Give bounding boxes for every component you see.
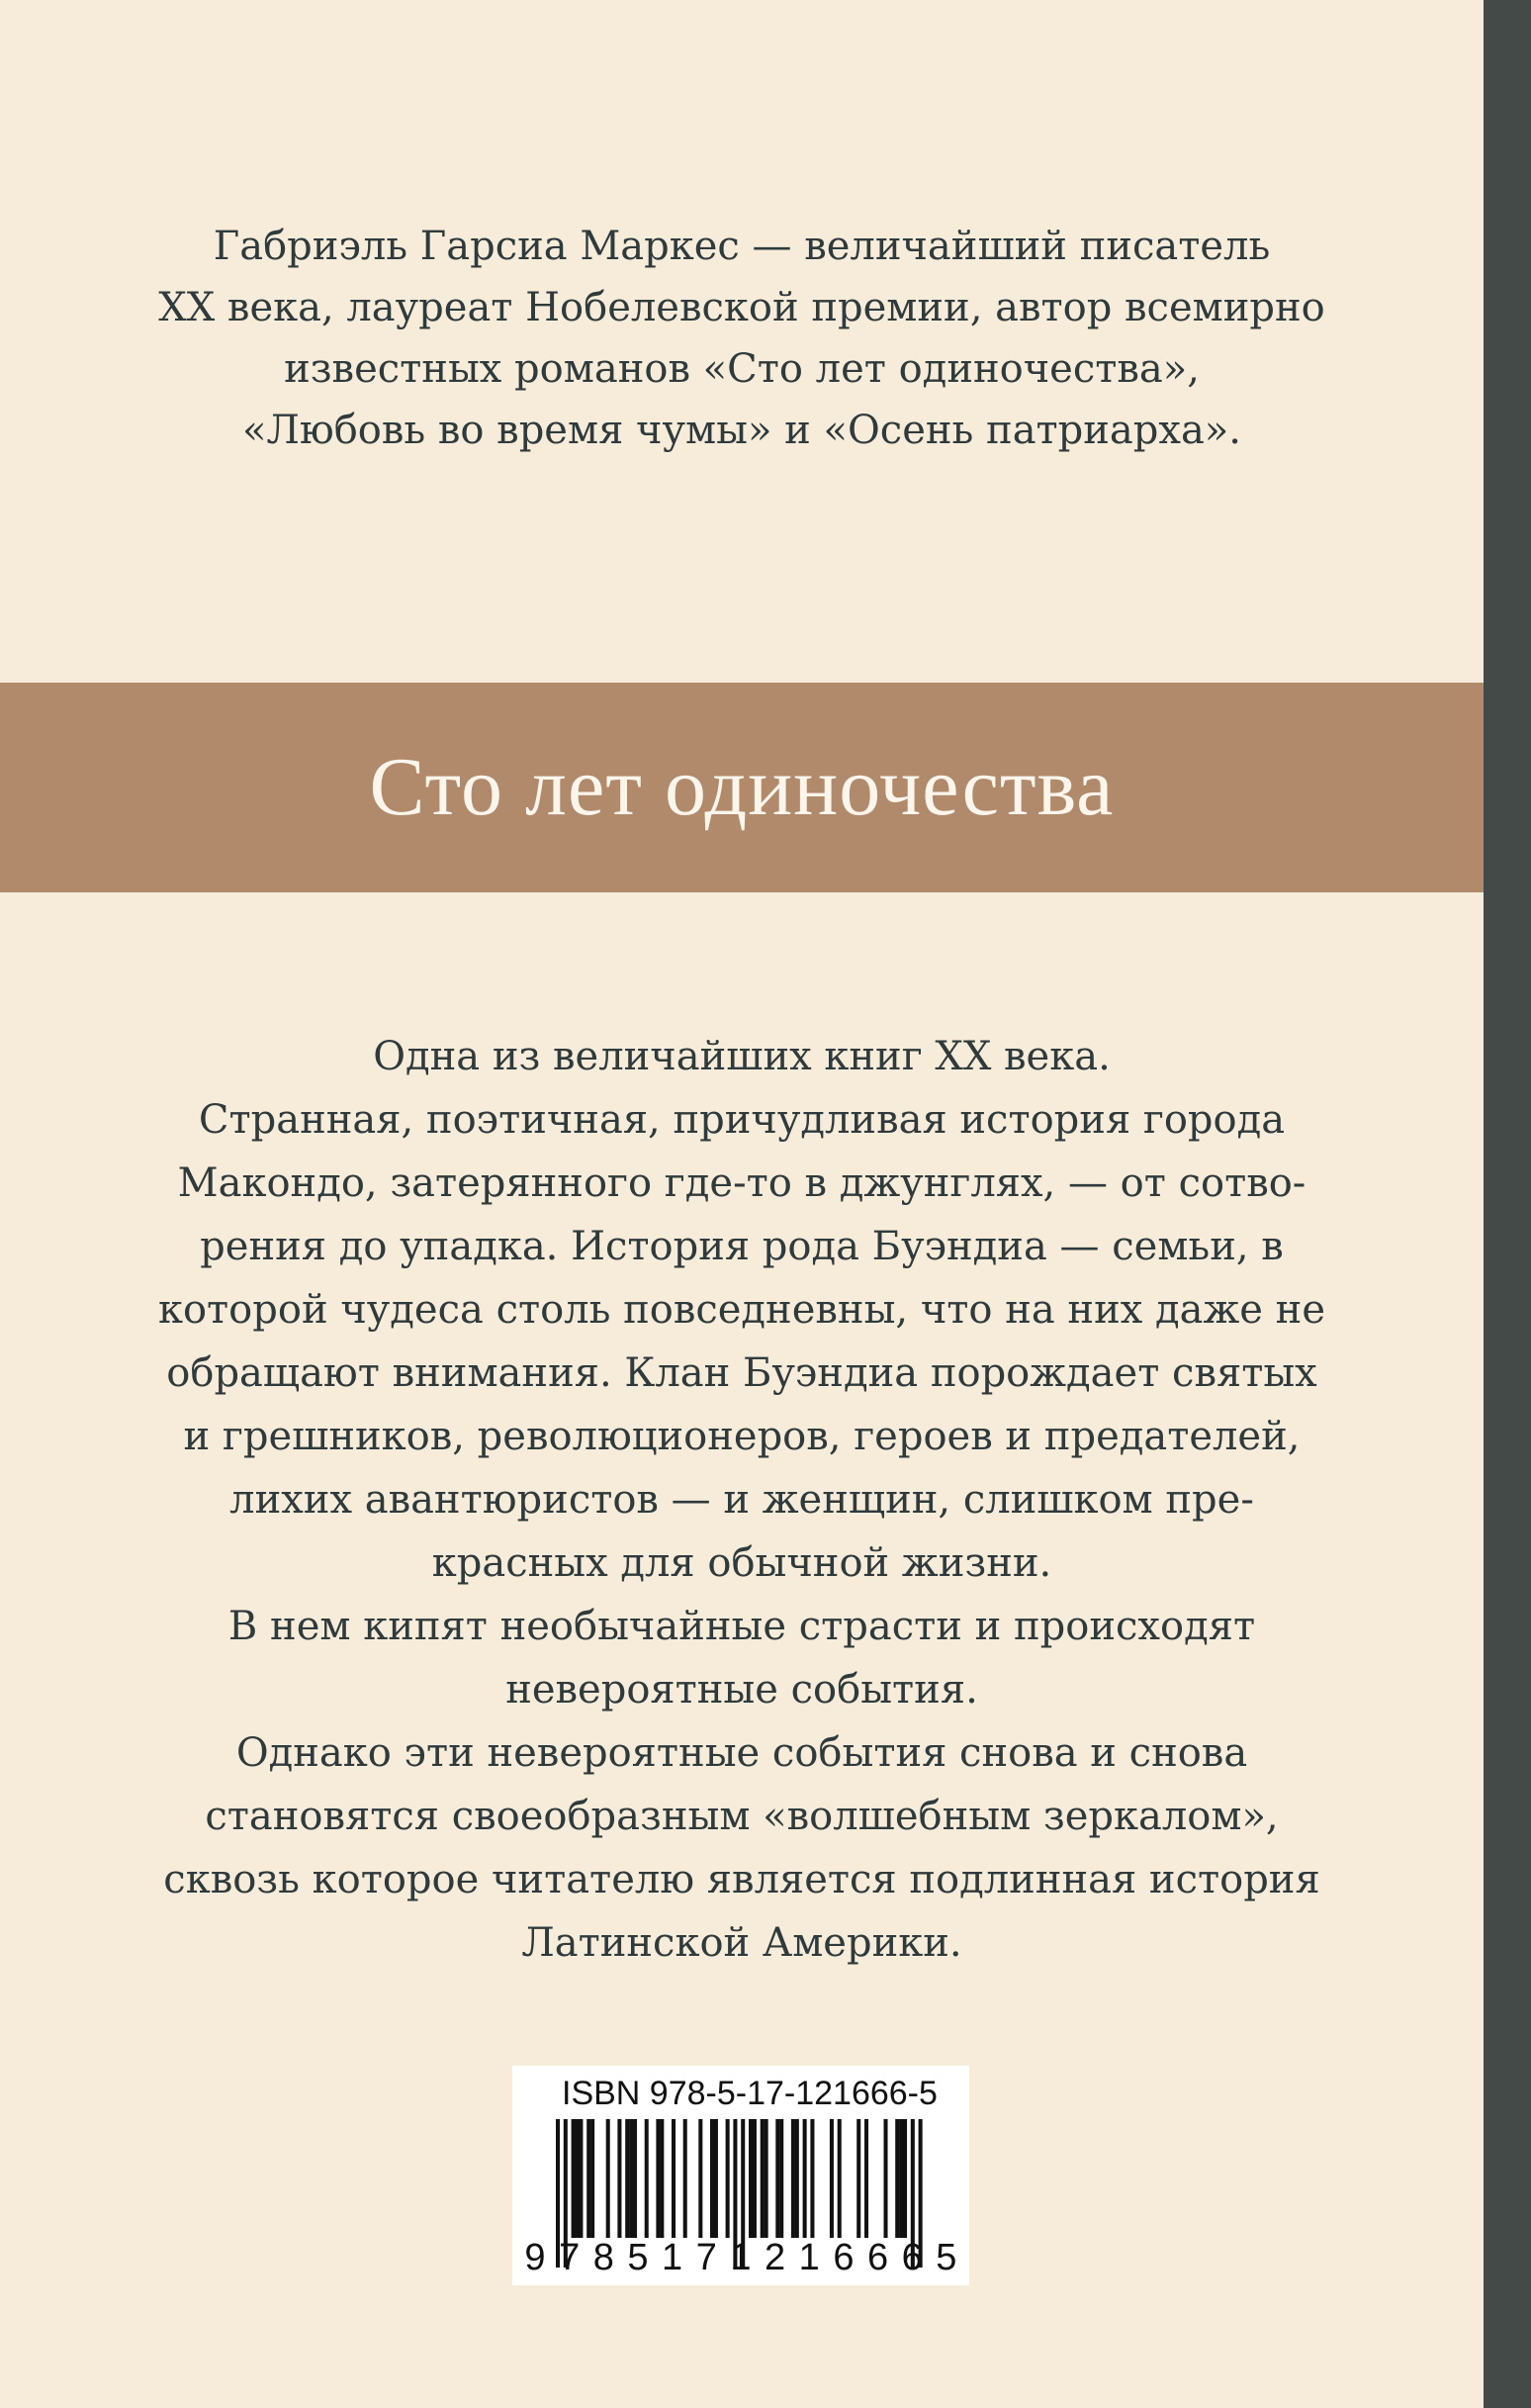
isbn-barcode	[512, 2066, 969, 2285]
barcode-bar	[884, 2119, 888, 2238]
barcode-digit: 6	[866, 2237, 889, 2278]
barcode-bar	[629, 2119, 633, 2238]
barcode-bar	[726, 2119, 730, 2238]
annotation-line: сквозь которое читателю является подлинная история	[163, 1857, 1320, 1902]
barcode-bar	[856, 2119, 860, 2238]
annotation-line: которой чудеса столь повседневны, что на них даже не	[157, 1287, 1326, 1333]
barcode-bar	[660, 2119, 664, 2238]
barcode-digit: 6	[833, 2237, 855, 2278]
barcode-digit: 5	[936, 2237, 957, 2278]
isbn-label: ISBN 978-5-17-121666-5	[562, 2075, 938, 2112]
annotation-line: становятся своеобразным «волшебным зеркалом»,	[205, 1794, 1279, 1839]
barcode-digit: 1	[662, 2237, 683, 2278]
barcode-bar	[749, 2119, 753, 2238]
barcode-bar	[625, 2119, 629, 2238]
barcode-bar	[645, 2119, 649, 2238]
author-blurb-line: известных романов «Сто лет одиночества»,	[284, 346, 1200, 392]
annotation-line: невероятные события.	[505, 1667, 978, 1713]
barcode-bar	[791, 2119, 795, 2238]
barcode-bar	[586, 2119, 590, 2238]
barcode-digit: 6	[901, 2237, 923, 2278]
barcode-bar	[698, 2119, 702, 2238]
barcode-digit: 7	[695, 2237, 717, 2278]
author-blurb	[79, 216, 1404, 461]
annotation-line: Макондо, затерянного где-то в джунглях, — от сотво-	[177, 1160, 1306, 1206]
author-blurb-line: Габриэль Гарсиа Маркес — величайший писатель	[213, 224, 1271, 269]
barcode-bar	[656, 2119, 660, 2238]
barcode-digit: 5	[627, 2237, 649, 2278]
barcode-bar	[775, 2119, 779, 2238]
annotation-line: красных для обычной жизни.	[431, 1540, 1052, 1586]
barcode-digit: 7	[559, 2237, 581, 2278]
barcode-bar	[779, 2119, 783, 2238]
book-annotation	[59, 1025, 1424, 1975]
annotation-line: Странная, поэтичная, причудливая история города	[198, 1097, 1286, 1143]
barcode-bar	[903, 2119, 907, 2238]
barcode-bar	[838, 2119, 842, 2238]
annotation-line: и грешников, революционеров, героев и предателей,	[183, 1414, 1301, 1459]
barcode-bar	[795, 2119, 799, 2238]
barcode-bar	[810, 2119, 814, 2238]
barcode-digit: 1	[798, 2237, 820, 2278]
barcode-digits	[520, 2236, 961, 2279]
barcode-bar	[830, 2119, 834, 2238]
barcode-bar	[765, 2119, 768, 2238]
barcode-bar	[899, 2119, 903, 2238]
barcode-bar	[683, 2119, 687, 2238]
spine-edge	[1484, 0, 1531, 2408]
barcode-digit: 8	[592, 2237, 614, 2278]
annotation-line: рения до упадка. История рода Буэндиа — семьи, в	[200, 1224, 1284, 1269]
barcode-bar	[572, 2119, 576, 2238]
annotation-line: В нем кипят необычайные страсти и происходят	[227, 1604, 1256, 1649]
annotation-line: Латинской Америки.	[521, 1920, 962, 1966]
barcode-bar	[617, 2119, 621, 2238]
annotation-line: лихих авантюристов — и женщин, слишком пре-	[229, 1477, 1254, 1523]
barcode-bar	[579, 2119, 583, 2238]
barcode-bar	[590, 2119, 594, 2238]
barcode-digit: 2	[765, 2237, 786, 2278]
barcode-digit: 1	[730, 2237, 752, 2278]
annotation-line: Однако эти невероятные события снова и снова	[235, 1730, 1248, 1776]
annotation-line: Одна из величайших книг XX века.	[373, 1034, 1111, 1079]
barcode-bar	[895, 2119, 899, 2238]
barcode-bar	[753, 2119, 757, 2238]
barcode-bar	[576, 2119, 580, 2238]
barcode-bar	[710, 2119, 714, 2238]
barcode-digit: 9	[524, 2237, 546, 2278]
author-blurb-line: XX века, лауреат Нобелевской премии, автор всемирно	[158, 285, 1325, 330]
barcode-bar	[633, 2119, 637, 2238]
title-band	[0, 683, 1484, 892]
book-title: Сто лет одиночества	[369, 741, 1115, 833]
barcode-bar	[803, 2119, 807, 2238]
barcode-bar	[761, 2119, 765, 2238]
barcode-bar	[714, 2119, 718, 2238]
barcode-bar	[672, 2119, 675, 2238]
barcode-bar	[864, 2119, 868, 2238]
annotation-line: обращают внимания. Клан Буэндиа порождает святых	[166, 1350, 1317, 1396]
barcode-bar	[606, 2119, 610, 2238]
author-blurb-line: «Любовь во время чумы» и «Осень патриарха».	[242, 408, 1241, 453]
